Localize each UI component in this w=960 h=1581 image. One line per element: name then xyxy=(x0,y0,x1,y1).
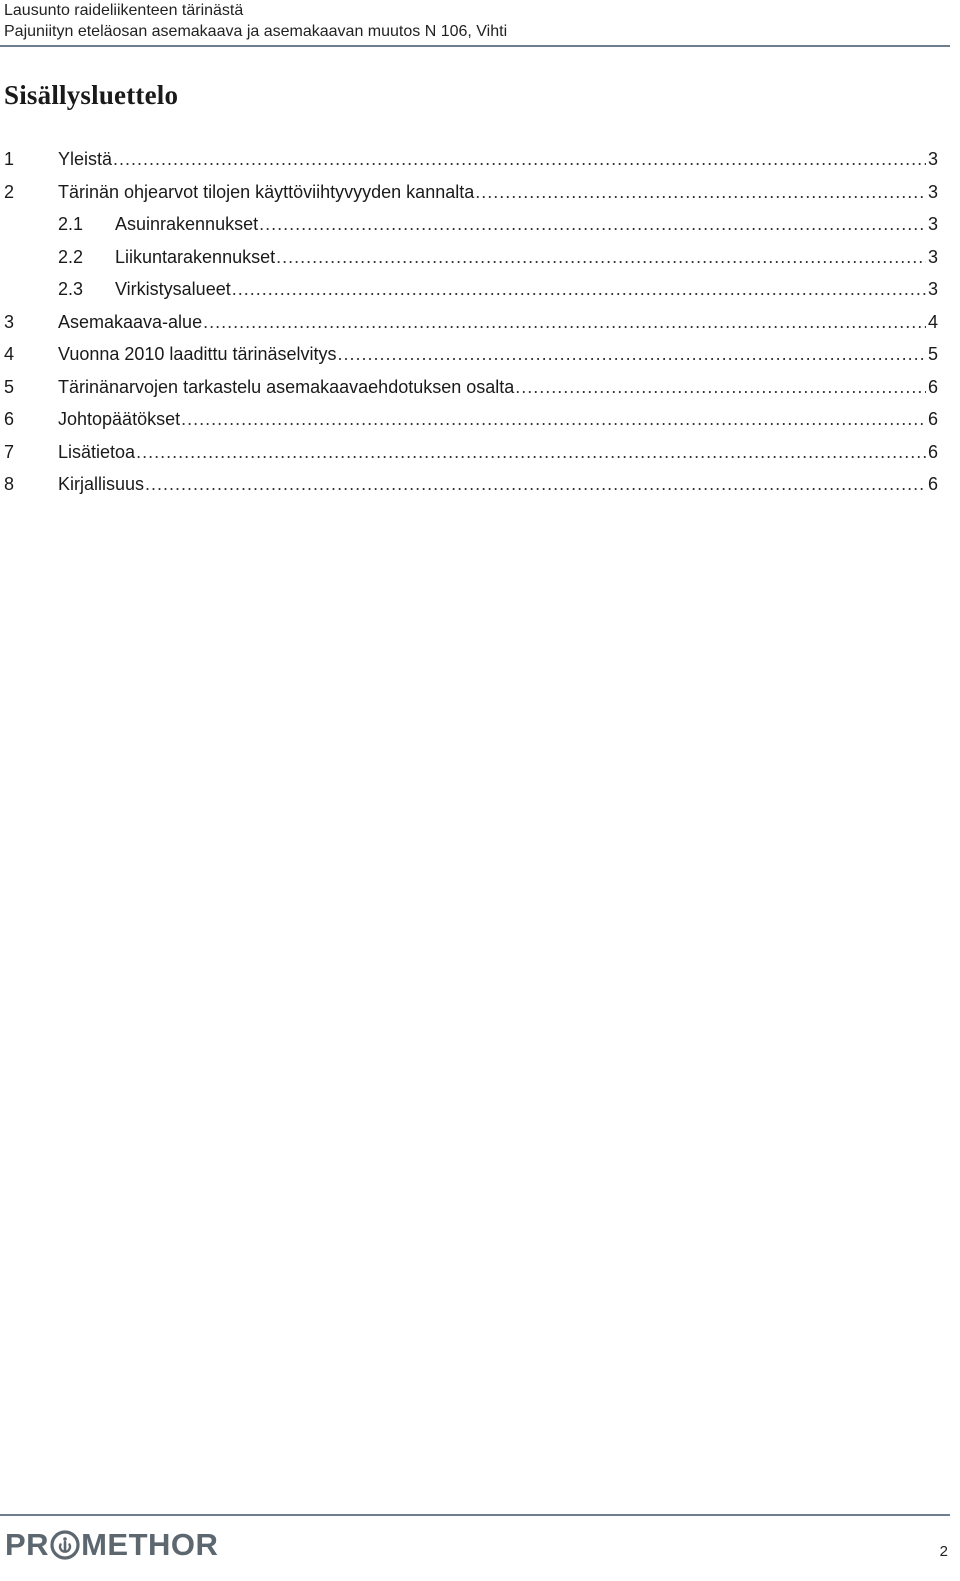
toc-dot-leader xyxy=(338,344,926,365)
toc-entry-number: 2.2 xyxy=(58,246,84,267)
toc-entry-number: 5 xyxy=(4,376,15,397)
toc-dot-leader xyxy=(475,182,926,203)
logo-text-right: METHOR xyxy=(81,1527,219,1562)
header-project-title: Pajuniityn eteläosan asemakaava ja asemakaavan muutos N 106, Vihti xyxy=(4,23,508,40)
toc-entry-page: 6 xyxy=(927,441,938,462)
toc-entry-2-3[interactable] xyxy=(4,279,938,312)
toc-entry-number: 2.1 xyxy=(58,214,84,234)
toc-entry-6[interactable] xyxy=(4,409,938,442)
toc-entry-2-2[interactable] xyxy=(4,247,938,280)
toc-entry-number: 2 xyxy=(4,181,15,202)
logo-text-left: PR xyxy=(5,1527,50,1562)
toc-dot-leader xyxy=(259,214,926,235)
toc-entry-page: 6 xyxy=(927,474,938,494)
header-report-title: Lausunto raideliikenteen tärinästä xyxy=(4,2,244,19)
toc-entry-1[interactable] xyxy=(4,149,938,182)
toc-entry-label: Virkistysalueet xyxy=(115,279,231,299)
toc-entry-number: 7 xyxy=(4,441,15,462)
header-divider xyxy=(0,45,950,47)
toc-dot-leader xyxy=(181,409,926,430)
page-number: 2 xyxy=(939,1543,948,1560)
toc-entry-7[interactable] xyxy=(4,442,938,475)
toc-entry-page: 3 xyxy=(927,181,938,202)
toc-entry-2[interactable] xyxy=(4,182,938,215)
toc-entry-number: 2.3 xyxy=(58,279,84,299)
toc-entry-label: Tärinänarvojen tarkastelu asemakaavaehdotuksen osalta xyxy=(58,376,515,397)
toc-entry-4[interactable] xyxy=(4,344,938,377)
toc-entry-label: Tärinän ohjearvot tilojen käyttöviihtyvyyden kannalta xyxy=(58,181,475,202)
toc-entry-page: 4 xyxy=(927,311,938,332)
toc-dot-leader xyxy=(276,247,926,268)
toc-entry-label: Liikuntarakennukset xyxy=(115,246,276,267)
toc-entry-label: Asemakaava-alue xyxy=(58,311,203,332)
toc-entry-page: 3 xyxy=(927,214,938,234)
toc-entry-page: 5 xyxy=(927,344,938,364)
toc-entry-label: Yleistä xyxy=(58,149,113,169)
toc-entry-3[interactable] xyxy=(4,312,938,345)
toc-dot-leader xyxy=(113,149,926,170)
toc-entry-label: Asuinrakennukset xyxy=(115,214,259,234)
toc-entry-page: 3 xyxy=(927,279,938,299)
toc-dot-leader xyxy=(145,474,926,495)
toc-dot-leader xyxy=(203,312,926,333)
toc-entry-page: 6 xyxy=(927,376,938,397)
toc-entry-label: Vuonna 2010 laadittu tärinäselvitys xyxy=(58,344,337,364)
toc-dot-leader xyxy=(515,377,926,398)
toc-entry-5[interactable] xyxy=(4,377,938,410)
toc-entry-8[interactable] xyxy=(4,474,938,507)
toc-entry-label: Johtopäätökset xyxy=(58,409,181,429)
footer-divider xyxy=(0,1514,950,1516)
promethor-logo xyxy=(5,1528,218,1562)
toc-entry-label: Kirjallisuus xyxy=(58,474,145,494)
toc-entry-page: 6 xyxy=(927,409,938,429)
logo-o-mark-icon xyxy=(50,1530,80,1560)
toc-entry-number: 4 xyxy=(4,344,15,364)
toc-entry-number: 6 xyxy=(4,409,15,429)
toc-entry-label: Lisätietoa xyxy=(58,441,136,462)
toc-entry-number: 1 xyxy=(4,149,15,169)
toc-heading: Sisällysluettelo xyxy=(4,80,179,110)
table-of-contents xyxy=(4,149,938,507)
toc-dot-leader xyxy=(232,279,926,300)
toc-entry-page: 3 xyxy=(927,149,938,169)
toc-entry-number: 3 xyxy=(4,311,15,332)
toc-dot-leader xyxy=(136,442,926,463)
toc-entry-number: 8 xyxy=(4,474,15,494)
toc-entry-2-1[interactable] xyxy=(4,214,938,247)
document-header xyxy=(4,0,950,42)
toc-entry-page: 3 xyxy=(927,246,938,267)
